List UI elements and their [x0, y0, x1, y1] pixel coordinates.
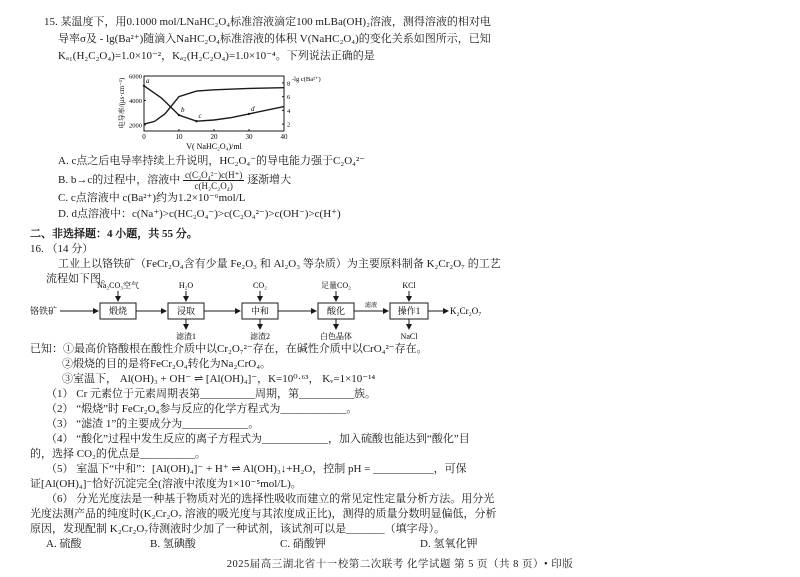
y-left-tick-label: 6000: [129, 73, 142, 81]
step-label: 浸取: [176, 306, 196, 316]
y-right-tick-label: 2: [287, 121, 291, 129]
input-acidify: 足量CO₂: [321, 281, 351, 290]
step-label: 煅烧: [108, 306, 128, 316]
flow-end-label: K₂Cr₂O₇: [450, 306, 482, 316]
y-left-tick-label: 2000: [129, 122, 142, 130]
input-neutralize: CO₂: [253, 281, 267, 290]
x-tick-label: 10: [175, 133, 183, 141]
point-marker-c: [195, 120, 197, 122]
q16-choice-d[interactable]: D. 氢氧化钾: [420, 538, 478, 550]
q16-sub6-line2: 光度法测产品的纯度时(K₂Cr₂O₇ 溶液的吸光度与其浓度成正比)，测得的质量分数明显偏低，分析: [30, 508, 497, 520]
flow-start-label: 铬铁矿: [30, 306, 58, 316]
output-operation1: NaCl: [400, 332, 418, 341]
point-marker-a: [143, 85, 145, 87]
y-axis-right-label: -lg c(Ba²⁺): [292, 76, 321, 83]
q15-stem-line1: 15. 某温度下，用0.1000 mol/LNaHC₂O₄标准溶液滴定100 mLBa(OH)₂溶液，测得溶液的相对电: [44, 16, 491, 28]
q16-sub4-line2: 的，选择 CO₂的优点是__________。: [30, 448, 206, 460]
known-1: 已知：①最高价铬酸根在酸性介质中以Cr₂O₇²⁻存在，在碱性介质中以CrO₄²⁻存在。: [30, 343, 428, 355]
point-marker-d: [248, 113, 250, 115]
option-b-fraction: [183, 170, 244, 191]
known-3: ③室温下， Al(OH)₃ + OH⁻ ⇌ [Al(OH)₄]⁻，K=10⁰·⁶³， Kᵥ=1×10⁻¹⁴: [62, 373, 376, 385]
step-label: 中和: [250, 306, 270, 316]
input-leach: H₂O: [178, 281, 194, 290]
q15-option-b[interactable]: [58, 170, 291, 191]
q15-option-a[interactable]: A. c点之后电导率持续上升说明，HC₂O₄⁻的导电能力强于C₂O₄²⁻: [58, 155, 366, 167]
series-line-1: [144, 86, 284, 121]
input-operation1: KCl: [402, 281, 416, 290]
plot-frame: [144, 76, 284, 131]
point-label-d: d: [251, 104, 255, 113]
point-label-a: a: [146, 76, 150, 85]
q15-stem-line3: Kₐ₁(H₂C₂O₄)=1.0×10⁻²，Kₐ₂(H₂C₂O₄)=1.0×10⁻⁴。下列说法正确的是: [58, 50, 375, 62]
step-label: 酸化: [326, 306, 346, 316]
point-label-b: b: [181, 106, 185, 115]
q16-intro-line2: 流程如下图。: [46, 273, 112, 285]
q16-heading: 16. （14 分）: [30, 243, 94, 255]
point-label-c: c: [198, 112, 202, 121]
q16-sub3: （3） “滤渣 1”的主要成分为____________。: [46, 418, 260, 430]
x-tick-label: 30: [245, 133, 253, 141]
q16-intro-line1: 工业上以铬铁矿（FeCr₂O₄含有少量 Fe₂O₃ 和 Al₂O₃ 等杂质）为主要原料制备 K₂Cr₂O₇ 的工艺: [58, 258, 501, 270]
flow-step-leach: [168, 303, 204, 319]
output-acidify: 白色晶体: [320, 332, 352, 341]
q16-choice-b[interactable]: B. 氢碘酸: [150, 538, 196, 550]
q15-option-d[interactable]: D. d点溶液中：c(Na⁺)>c(HC₂O₄⁻)>c(C₂O₄²⁻)>c(OH⁻)>c(H⁺): [58, 208, 341, 220]
flow-step-calcine: [100, 303, 136, 319]
known-2: ②煅烧的目的是将FeCr₂O₄转化为Na₂CrO₄。: [62, 358, 272, 370]
process-flow-diagram: [30, 283, 550, 343]
flow-step-acidify: [318, 303, 354, 319]
q16-choice-a[interactable]: A. 硫酸: [46, 538, 82, 550]
q16-sub4-line1: （4） “酸化”过程中发生反应的离子方程式为____________，加入硫酸也能达到“酸化”目: [46, 433, 470, 445]
conductivity-chart: [118, 73, 321, 151]
y-axis-left-label: 电导率/(μs·cm⁻¹): [118, 77, 126, 129]
q16-sub1: （1） Cr 元素位于元素周期表第__________周期，第__________族。: [46, 388, 376, 400]
page-footer: 2025届高三湖北省十一校第二次联考 化学试题 第 5 页（共 8 页）• 印版: [226, 559, 574, 570]
q15-stem-line2: 导率σ及 - lg(Ba²⁺)随滴入NaHC₂O₄标准溶液的体积 V(NaHC₂O₄)的变化关系如图所示，已知: [58, 33, 491, 45]
q16-sub5-line1: （5） 室温下“中和”：[Al(OH)₄]⁻ + H⁺ ⇌ Al(OH)₃↓+H₂O，控制 pH = ___________，可保: [46, 463, 467, 475]
x-tick-label: 40: [280, 133, 288, 141]
q16-sub6-line3: 原因，发现配制 K₂Cr₂O₇待测液时少加了一种试剂，该试剂可以是_______（填字母）。: [30, 523, 446, 535]
q16-choice-c[interactable]: C. 硝酸钾: [280, 538, 326, 550]
x-axis-label: V( NaHC₂O₄)/ml: [186, 142, 242, 151]
q16-sub2: （2） “煅烧”时 FeCr₂O₄参与反应的化学方程式为____________。: [46, 403, 358, 415]
flow-step-operation1: [390, 303, 428, 319]
y-right-tick-label: 8: [287, 80, 291, 88]
q16-sub5-line2: 证[Al(OH)₄]⁻恰好沉淀完全(溶液中浓度为1×10⁻⁵mol/L)。: [30, 478, 302, 490]
y-right-tick-label: 6: [287, 94, 291, 102]
output-leach: 滤渣1: [176, 332, 196, 341]
point-marker-b: [178, 114, 180, 116]
q15-option-c[interactable]: C. c点溶液中 c(Ba²⁺)约为1.2×10⁻⁶mol/L: [58, 192, 246, 204]
section-heading: 二、非选择题：4 小题，共 55 分。: [30, 228, 198, 240]
option-b-suffix: 逐渐增大: [247, 174, 292, 187]
x-tick-label: 20: [210, 133, 218, 141]
step-label: 操作1: [397, 306, 421, 316]
option-b-prefix: B. b→c的过程中，溶液中: [58, 174, 181, 187]
fraction-denominator: c(H₂C₂O₄): [194, 181, 233, 191]
output-neutralize: 滤渣2: [250, 332, 270, 341]
x-tick-label: 0: [142, 133, 146, 141]
flow-step-neutralize: [242, 303, 278, 319]
input-calcine: Na₂CO₃空气: [96, 281, 140, 290]
y-left-tick-label: 4000: [129, 97, 142, 105]
fraction-numerator: c(C₂O₄²⁻)c(H⁺): [184, 170, 243, 180]
q16-sub6-line1: （6） 分光光度法是一种基于物质对光的选择性吸收而建立的常见定性定量分析方法。用分光: [46, 493, 495, 505]
series-line-2: [144, 88, 284, 124]
y-right-tick-label: 4: [287, 107, 291, 115]
filtrate-label: 滤液: [364, 303, 378, 309]
